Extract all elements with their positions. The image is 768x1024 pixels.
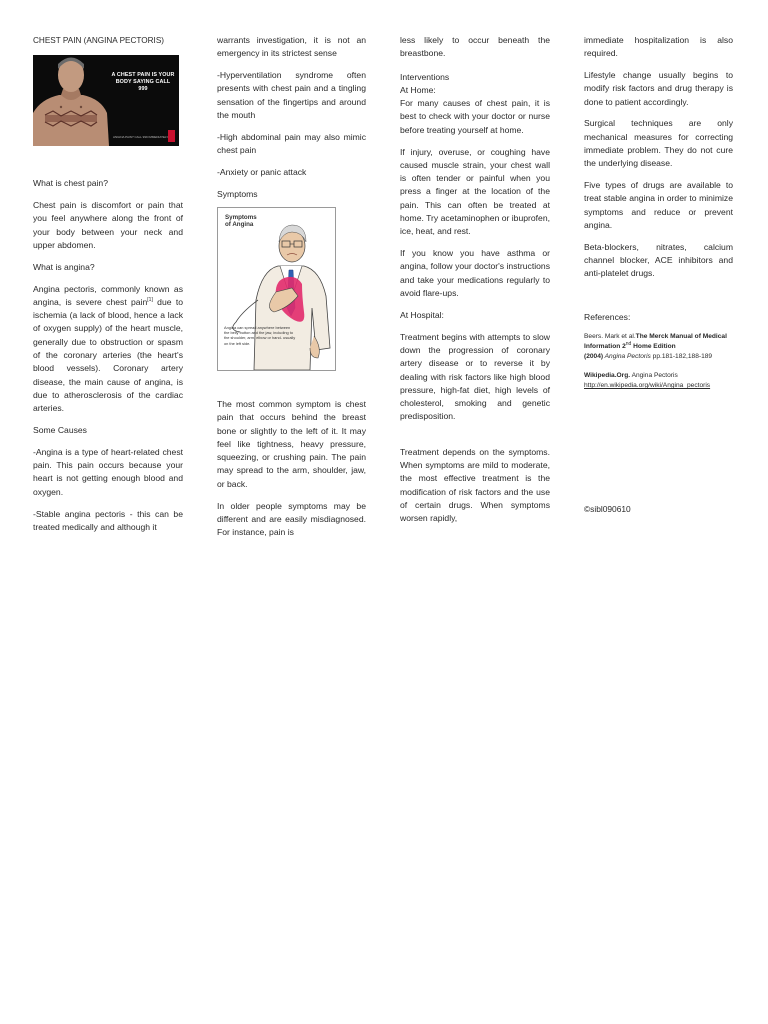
illustration-title-line-2: of Angina (225, 221, 254, 229)
ad-small-print: ANGINA PAIN? CALL 999 IMMEDIATELY (113, 135, 169, 140)
ad-line-2: BODY SAYING CALL 999 (115, 79, 171, 93)
column-4 (584, 34, 733, 525)
ref-edition: Home Edition (631, 343, 676, 351)
ref-book-title: The Merck Manual of Medical Information 2 (584, 333, 727, 351)
paragraph: Chest pain is discomfort or pain that you feel anywhere along the front of your body between your neck and upper abdomen. (33, 200, 183, 250)
ref-topic: Angina Pectoris (630, 372, 678, 380)
paragraph: Treatment depends on the symptoms. When symptoms are mild to moderate, the most effective treatment is the modification of risk factors and the use of certain drugs. When symptoms worsen rapidly, (400, 446, 550, 524)
paragraph: immediate hospitalization is also required. (584, 35, 733, 59)
paragraph: If you know you have asthma or angina, follow your doctor's instructions and take your medications regularly to avoid flare-ups. (400, 248, 550, 299)
reference-wikipedia (584, 371, 733, 391)
ref-year: (2004) (584, 353, 604, 361)
ref-sup: nd (625, 340, 632, 347)
heading-what-is-angina: What is angina? (33, 261, 95, 272)
paragraph: -High abdominal pain may also mimic chest pain (217, 131, 366, 156)
illustration-title-line-1: Symptoms (225, 213, 257, 221)
paragraph: Treatment begins with attempts to slow down the progression of coronary artery disease or to reverse it by dealing with risk factors like high blood pressure, high-fat diet, high levels of cholesterol, smoking and genetic predisposition. (400, 331, 550, 422)
paragraph: For many causes of chest pain, it is best to check with your doctor or nurse before treating yourself at home. (400, 98, 550, 135)
ref-chapter: Angina Pectoris (603, 353, 651, 361)
references-heading: References: (584, 311, 631, 322)
text-span: Angina pectoris, commonly known as angina, is severe chest pain (33, 283, 183, 307)
paragraph: -Stable angina pectoris - this can be treated medically and although it (33, 508, 183, 532)
heading-some-causes: Some Causes (33, 425, 87, 436)
ref-pages: pp.181-182,188-189 (650, 353, 713, 361)
paragraph: less likely to occur beneath the breastbone. (400, 35, 550, 59)
paragraph: -Hyperventilation syndrome often presents with chest pain and a tingling sensation of the fingertips and around the mouth (217, 70, 366, 120)
angina-illustration (217, 207, 336, 371)
column-3 (400, 34, 550, 534)
subheading-at-home: At Home: (400, 84, 436, 95)
subheading-at-hospital: At Hospital: (400, 309, 444, 320)
wikipedia-link[interactable]: http://en.wikipedia.org/wiki/Angina_pectoris (584, 382, 711, 390)
paragraph: Lifestyle change usually begins to modify risk factors and drug therapy is done to patient accordingly. (584, 70, 733, 107)
paragraph: -Angina is a type of heart-related chest pain. This pain occurs because your heart is not getting enough blood and oxygen. (33, 446, 183, 497)
paragraph: Beta-blockers, nitrates, calcium channel blocker, ACE inhibitors and anti-platelet drugs. (584, 241, 733, 279)
heading-interventions: Interventions (400, 71, 450, 82)
heading-what-is-chest-pain: What is chest pain? (33, 178, 108, 189)
man-photo (33, 55, 179, 146)
citation-marker: [1] (147, 297, 153, 304)
bhf-logo (168, 130, 175, 142)
ref-author: Beers. Mark et al. (584, 333, 636, 341)
paragraph: Five types of drugs are available to treat stable angina in order to minimize symptoms and reduce or prevent angina. (584, 180, 733, 231)
heading-symptoms: Symptoms (217, 188, 258, 199)
column-2 (217, 34, 366, 548)
paragraph: -Anxiety or panic attack (217, 166, 307, 177)
paragraph: In older people symptoms may be different and are easily misdiagnosed. For instance, pain is (217, 500, 366, 538)
illustration-title (225, 214, 257, 229)
paragraph: warrants investigation, it is not an emergency in its strictest sense (217, 35, 366, 59)
illustration-caption: Angina can spread anywhere between the belly button and the jaw, including to the shoulder, arm, elbow or hand- usually on the left side. (224, 324, 296, 346)
document-title: CHEST PAIN (ANGINA PECTORIS) (33, 36, 165, 45)
paragraph-angina-definition (33, 283, 183, 416)
copyright-notice: ©sibl090610 (584, 504, 631, 515)
ref-source: Wikipedia.Org. (584, 372, 631, 380)
paragraph: Surgical techniques are only mechanical measures for correcting immediate problem. They do not cure the underlying disease. (584, 118, 733, 169)
text-span: due to ischemia (a lack of blood, hence a lack of oxygen supply) of the heart muscle, generally due to obstruction or spasm of the coronary arteries (the heart's blood vessels). Coronary artery disease, the main cause of angina, is due to atherosclerosis of the cardiac arteries. (33, 296, 183, 414)
ad-image (33, 55, 179, 146)
ad-headline (111, 72, 175, 93)
reference-merck (584, 332, 733, 362)
ad-line-1: A CHEST PAIN IS YOUR (111, 72, 175, 79)
column-1 (33, 34, 183, 543)
paragraph: The most common symptom is chest pain that occurs behind the breast bone or slightly to the left of it. It may feel like tightness, heavy pressure, squeezing, or crushing pain. The pain may spread to the arm, shoulder, jaw, or back. (217, 398, 366, 489)
paragraph: If injury, overuse, or coughing have caused muscle strain, your chest wall is often tender or painful when you press a finger at the location of the pain. This can often be treated at home. Try acetaminophen or ibuprofen, ice, heat, and rest. (400, 146, 551, 237)
